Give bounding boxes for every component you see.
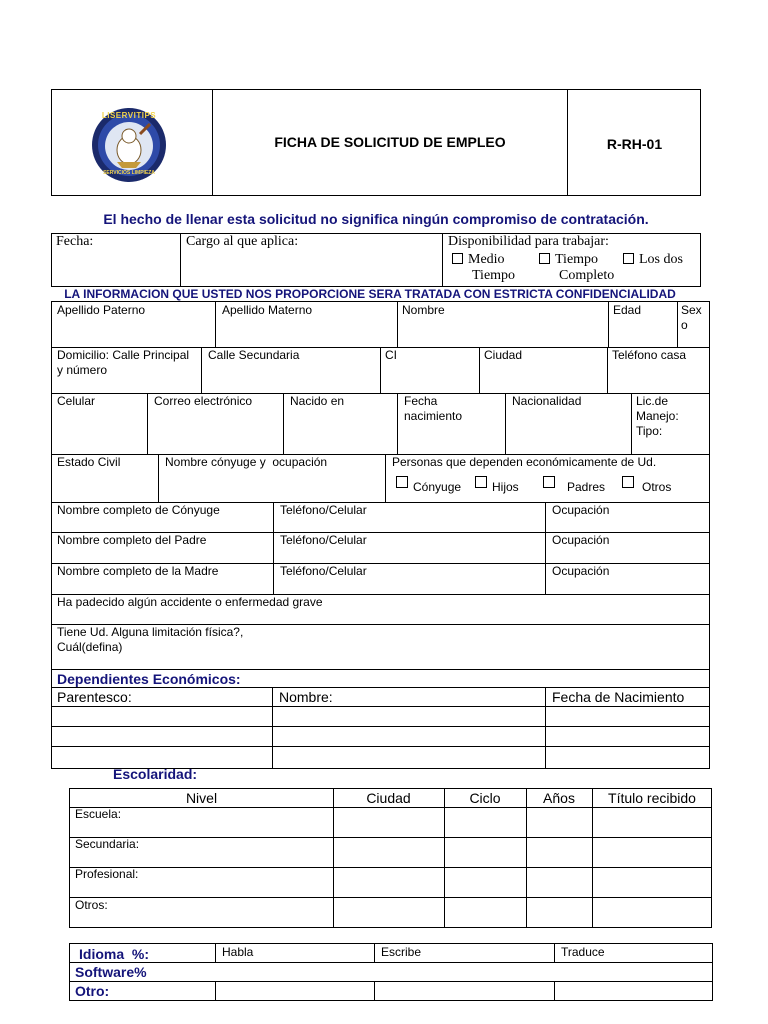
dep-padres-option[interactable]: Padres — [543, 476, 605, 490]
domicilio-field[interactable]: Domicilio: Calle Principal y número — [57, 348, 190, 377]
disponibilidad-label: Disponibilidad para trabajar: — [448, 234, 609, 249]
hijos-checkbox[interactable] — [475, 476, 487, 488]
medio-tiempo-checkbox[interactable] — [452, 253, 463, 264]
los-dos-option[interactable]: Los dos — [623, 252, 683, 268]
medio-tiempo-option[interactable]: Medio Tiempo — [452, 252, 515, 284]
esc-row-profesional[interactable]: Profesional: — [75, 867, 139, 881]
idioma-escribe-field[interactable]: Escribe — [381, 945, 422, 959]
dep-otros-option[interactable]: Otros — [622, 476, 671, 490]
col-fecha-nacimiento: Fecha de Nacimiento — [552, 689, 685, 705]
logo-subtext: SERVICIOS LIMPIEZA — [103, 170, 155, 176]
dependiente-row-1[interactable] — [52, 706, 710, 726]
otros-checkbox[interactable] — [622, 476, 634, 488]
nombre-conyuge-field[interactable]: Nombre cónyuge y ocupación — [165, 455, 328, 469]
personas-dependen-label: Personas que dependen económicamente de Ud. — [392, 455, 657, 469]
idioma-habla-field[interactable]: Habla — [222, 945, 254, 959]
header-box — [51, 89, 701, 196]
sexo-field[interactable]: Sex o — [681, 303, 702, 332]
esc-col-ciclo: Ciclo — [469, 790, 501, 806]
esc-col-ciudad: Ciudad — [366, 790, 411, 806]
esc-col-anos: Años — [543, 790, 575, 806]
idioma-table — [69, 943, 713, 1001]
conyuge-telefono-field[interactable]: Teléfono/Celular — [280, 503, 367, 517]
fecha-nacimiento-field[interactable]: Fecha nacimiento — [404, 394, 463, 423]
calle-secundaria-field[interactable]: Calle Secundaria — [208, 348, 300, 362]
idioma-label: Idioma %: — [79, 946, 150, 962]
personal-data-table — [51, 301, 710, 769]
software-label[interactable]: Software% — [75, 964, 147, 980]
tiempo-completo-checkbox[interactable] — [539, 253, 550, 264]
licencia-field[interactable]: Lic.de Manejo: Tipo: — [636, 394, 679, 438]
los-dos-checkbox[interactable] — [623, 253, 634, 264]
conyuge-nombre-field[interactable]: Nombre completo de Cónyuge — [57, 503, 220, 517]
logo-text: LISERVITIPS — [101, 111, 157, 120]
padre-telefono-field[interactable]: Teléfono/Celular — [280, 533, 367, 547]
limitacion-field[interactable]: Tiene Ud. Alguna limitación física?, Cuál(defina) — [57, 625, 244, 654]
madre-telefono-field[interactable]: Teléfono/Celular — [280, 564, 367, 578]
esc-col-nivel: Nivel — [185, 790, 218, 806]
conyuge-ocupacion-field[interactable]: Ocupación — [552, 503, 610, 517]
ci-field[interactable]: CI — [385, 348, 397, 362]
padre-nombre-field[interactable]: Nombre completo del Padre — [57, 533, 207, 547]
esc-row-escuela[interactable]: Escuela: — [75, 807, 122, 821]
col-nombre: Nombre: — [279, 689, 333, 705]
otro-label[interactable]: Otro: — [75, 983, 110, 999]
celular-field[interactable]: Celular — [57, 394, 96, 408]
confidential-notice: LA INFORMACION QUE USTED NOS PROPORCIONE SERA TRATADA CON ESTRICTA CONFIDENCIALIDAD — [64, 287, 676, 301]
madre-ocupacion-field[interactable]: Ocupación — [552, 564, 610, 578]
dependientes-title: Dependientes Económicos: — [57, 671, 241, 687]
nombre-field[interactable]: Nombre — [402, 303, 445, 317]
dependiente-row-3[interactable] — [52, 746, 710, 768]
apellido-paterno-field[interactable]: Apellido Paterno — [57, 303, 146, 317]
fecha-field[interactable]: Fecha: — [56, 234, 94, 249]
ciudad-field[interactable]: Ciudad — [484, 348, 523, 362]
esc-col-titulo: Título recibido — [608, 790, 696, 806]
nacionalidad-field[interactable]: Nacionalidad — [512, 394, 582, 408]
padres-checkbox[interactable] — [543, 476, 555, 488]
conyuge-checkbox[interactable] — [396, 476, 408, 488]
escolaridad-title: Escolaridad: — [113, 766, 198, 782]
edad-field[interactable]: Edad — [613, 303, 642, 317]
escolaridad-table — [69, 788, 712, 928]
padre-ocupacion-field[interactable]: Ocupación — [552, 533, 610, 547]
cargo-field[interactable]: Cargo al que aplica: — [186, 234, 299, 249]
apellido-materno-field[interactable]: Apellido Materno — [222, 303, 313, 317]
col-parentesco: Parentesco: — [57, 689, 132, 705]
notice-text: El hecho de llenar esta solicitud no significa ningún compromiso de contratación. — [103, 211, 649, 227]
correo-field[interactable]: Correo electrónico — [154, 394, 253, 408]
company-logo — [90, 106, 168, 184]
dependiente-row-2[interactable] — [52, 726, 710, 746]
nacido-en-field[interactable]: Nacido en — [290, 394, 345, 408]
form-code: R-RH-01 — [606, 136, 663, 152]
telefono-casa-field[interactable]: Teléfono casa — [612, 348, 687, 362]
esc-row-otros[interactable]: Otros: — [75, 898, 108, 912]
tiempo-completo-option[interactable]: Tiempo Completo — [539, 252, 614, 284]
application-top-row — [51, 233, 701, 287]
form-title: FICHA DE SOLICITUD DE EMPLEO — [274, 134, 506, 150]
idioma-traduce-field[interactable]: Traduce — [561, 945, 605, 959]
dep-hijos-option[interactable]: Hijos — [475, 476, 519, 490]
dep-conyuge-option[interactable]: Cónyuge — [396, 476, 461, 490]
estado-civil-field[interactable]: Estado Civil — [57, 455, 121, 469]
accidente-field[interactable]: Ha padecido algún accidente o enfermedad grave — [57, 595, 323, 609]
esc-row-secundaria[interactable]: Secundaria: — [75, 837, 140, 851]
madre-nombre-field[interactable]: Nombre completo de la Madre — [57, 564, 219, 578]
